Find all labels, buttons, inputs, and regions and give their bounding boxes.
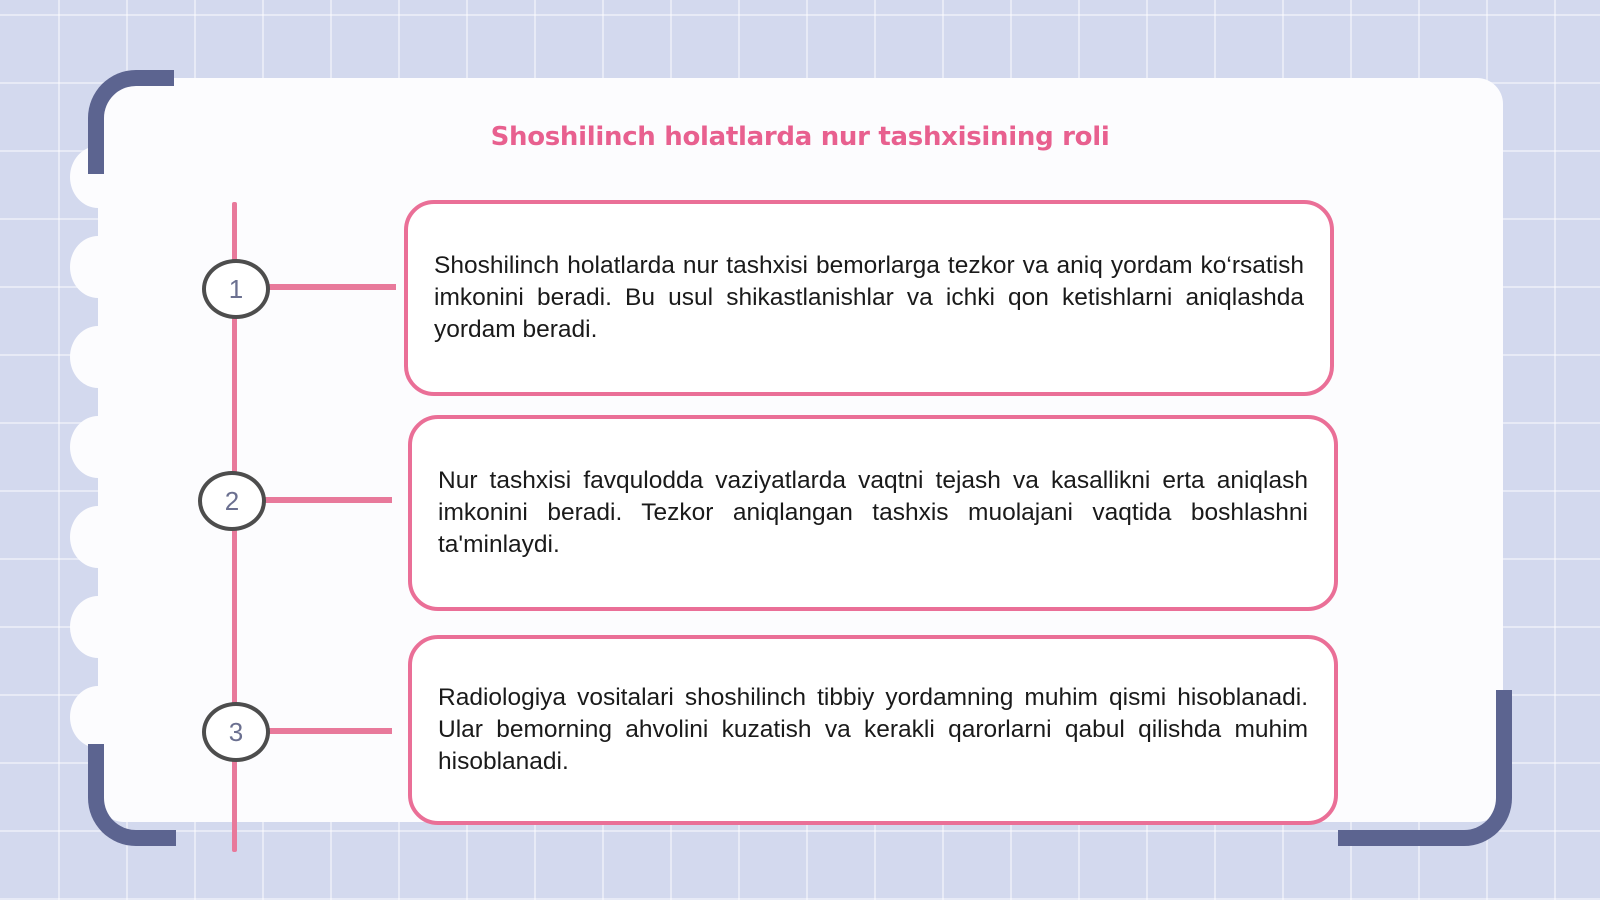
timeline-text-1: Shoshilinch holatlarda nur tashxisi bemorlarga tezkor va aniq yordam ko‘rsatish imkonini beradi. Bu usul shikastlanishlar va ichki qon ketishlarni aniqlashda yordam beradi.: [434, 252, 1304, 343]
timeline-connector: [262, 497, 392, 503]
slide-title: Shoshilinch holatlarda nur tashxisining roli: [490, 122, 1110, 152]
notebook-edge-scallop: [70, 236, 126, 298]
timeline-box-2: [408, 415, 1338, 611]
notebook-edge-scallop: [70, 416, 126, 478]
notebook-edge-scallop: [70, 596, 126, 658]
timeline-connector: [266, 284, 396, 290]
notebook-edge-scallop: [70, 686, 126, 748]
timeline-text-3: Radiologiya vositalari shoshilinch tibbiy yordamning muhim qismi hisoblanadi. Ular bemorning ahvolini kuzatish va kerakli qarorlarni qabul qilishda muhim hisoblanadi.: [438, 684, 1308, 775]
timeline-text-2: Nur tashxisi favqulodda vaziyatlarda vaqtni tejash va kasallikni erta aniqlash imkonini beradi. Tezkor aniqlangan tashxis muolajani vaqtida boshlashni ta'minlaydi.: [438, 467, 1308, 558]
corner-bracket-bottom-right: [1338, 690, 1512, 846]
timeline-box-1: [404, 200, 1334, 396]
timeline-connector: [266, 728, 392, 734]
step-number-3: 3: [202, 702, 270, 762]
notebook-edge-scallop: [70, 326, 126, 388]
step-number-2: 2: [198, 471, 266, 531]
corner-bracket-bottom-left: [88, 744, 176, 846]
notebook-edge-scallop: [70, 506, 126, 568]
step-number-1: 1: [202, 259, 270, 319]
timeline-box-3: [408, 635, 1338, 825]
